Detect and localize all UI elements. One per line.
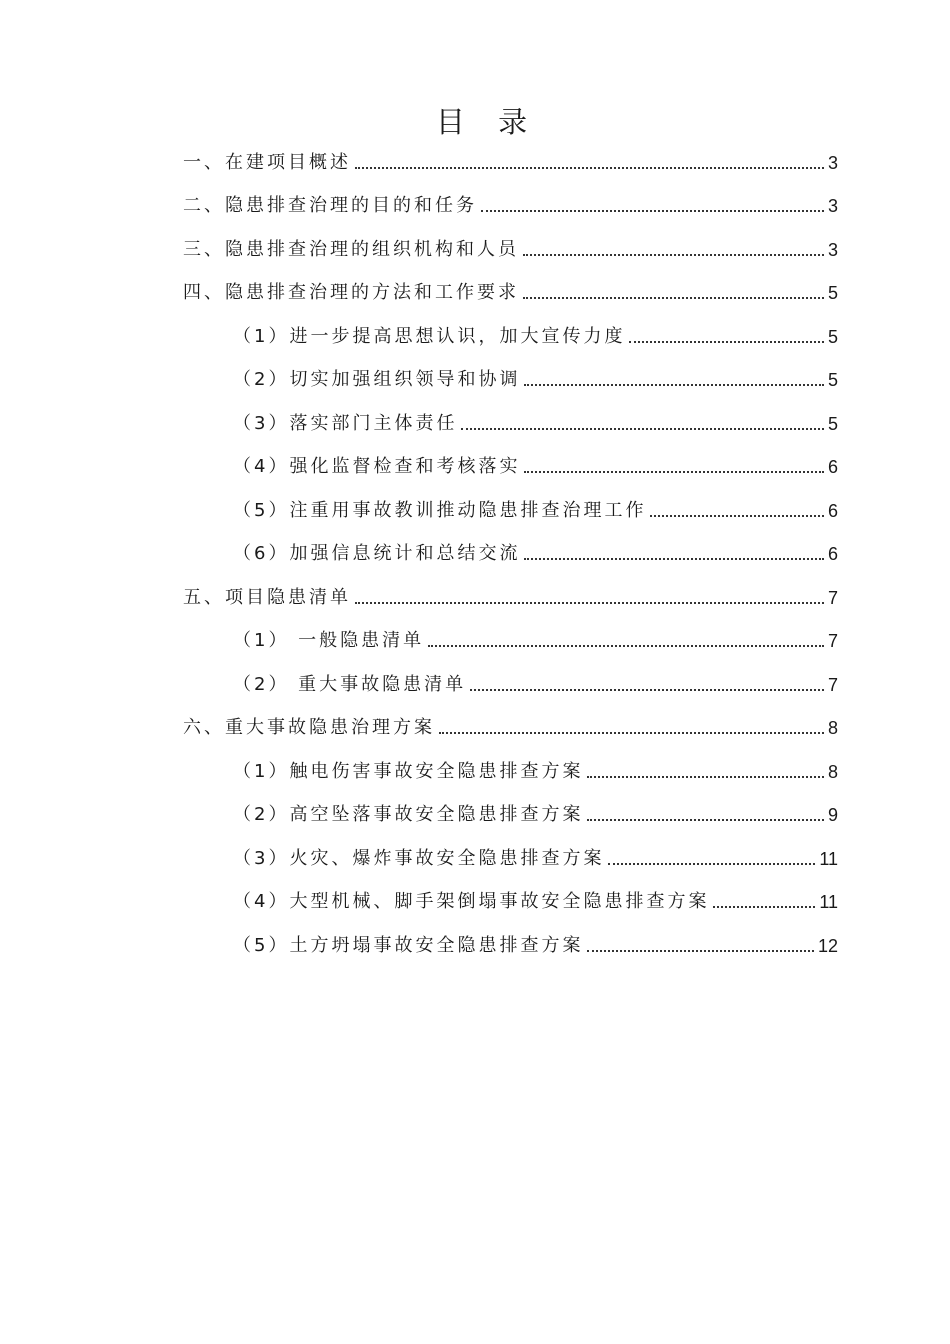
toc-leader-dots (523, 297, 824, 299)
toc-entry-page: 6 (827, 457, 838, 477)
toc-leader-dots (587, 950, 814, 952)
toc-entry[interactable] (233, 623, 838, 653)
toc-leader-dots (523, 254, 824, 256)
toc-entry-label: 四、隐患排查治理的方法和工作要求 (183, 282, 519, 303)
toc-entry[interactable] (183, 188, 838, 218)
toc-entry-label: 五、项目隐患清单 (183, 587, 351, 608)
toc-entry-label: （1）进一步提高思想认识，加大宣传力度 (233, 326, 626, 347)
toc-entry[interactable] (233, 362, 838, 392)
toc-entry-label: （2）高空坠落事故安全隐患排查方案 (233, 804, 584, 825)
toc-entry-page: 7 (827, 631, 838, 651)
toc-leader-dots (608, 863, 815, 865)
toc-leader-dots (461, 428, 824, 430)
toc-entry-page: 3 (827, 240, 838, 260)
toc-entry-label: （3）火灾、爆炸事故安全隐患排查方案 (233, 848, 605, 869)
toc-entry[interactable] (233, 884, 838, 914)
toc-entry[interactable] (183, 232, 838, 262)
toc-entry[interactable] (233, 928, 838, 958)
toc-entry-label: 一、在建项目概述 (183, 152, 351, 173)
toc-entry[interactable] (233, 797, 838, 827)
toc-entry[interactable] (233, 493, 838, 523)
toc-entry-label: （3）落实部门主体责任 (233, 413, 458, 434)
toc-entry-label: （4）强化监督检查和考核落实 (233, 456, 521, 477)
toc-entry-page: 8 (827, 718, 838, 738)
toc-leader-dots (481, 210, 824, 212)
toc-entry-label: 三、隐患排查治理的组织机构和人员 (183, 239, 519, 260)
toc-entry-label: （1） 一般隐患清单 (233, 630, 425, 651)
toc-entry-page: 3 (827, 153, 838, 173)
toc-entry-label: （5）土方坍塌事故安全隐患排查方案 (233, 935, 584, 956)
toc-entry[interactable] (233, 536, 838, 566)
toc-entry-label: 二、隐患排查治理的目的和任务 (183, 195, 477, 216)
toc-entry[interactable] (233, 667, 838, 697)
toc-leader-dots (524, 384, 824, 386)
toc-entry-page: 6 (827, 501, 838, 521)
toc-entry[interactable] (183, 275, 838, 305)
toc-entry-page: 8 (827, 762, 838, 782)
toc-entry-page: 12 (817, 936, 838, 956)
toc-entry-label: （4）大型机械、脚手架倒塌事故安全隐患排查方案 (233, 891, 710, 912)
toc-entry-label: （6）加强信息统计和总结交流 (233, 543, 521, 564)
toc-entry[interactable] (183, 710, 838, 740)
toc-entry-label: （2） 重大事故隐患清单 (233, 674, 467, 695)
toc-entry[interactable] (233, 841, 838, 871)
toc-leader-dots (355, 602, 824, 604)
toc-entry-page: 5 (827, 370, 838, 390)
toc-leader-dots (439, 732, 824, 734)
toc-leader-dots (650, 515, 824, 517)
toc-entry-page: 5 (827, 414, 838, 434)
toc-entry-page: 3 (827, 196, 838, 216)
toc-leader-dots (355, 167, 824, 169)
toc-leader-dots (470, 689, 824, 691)
toc-entry-page: 7 (827, 588, 838, 608)
toc-entry[interactable] (233, 754, 838, 784)
toc-leader-dots (524, 558, 824, 560)
toc-entry-page: 9 (827, 805, 838, 825)
toc-leader-dots (629, 341, 824, 343)
toc-entry[interactable] (233, 319, 838, 349)
toc-entry[interactable] (233, 449, 838, 479)
toc-leader-dots (713, 906, 815, 908)
toc-title: 目 录 (435, 105, 540, 139)
toc-entry-page: 5 (827, 327, 838, 347)
toc-leader-dots (587, 776, 824, 778)
toc-entry-page: 5 (827, 283, 838, 303)
toc-entry-page: 11 (819, 849, 838, 869)
toc-entry[interactable] (183, 145, 838, 175)
toc-entry[interactable] (183, 580, 838, 610)
toc-entry[interactable] (233, 406, 838, 436)
toc-leader-dots (524, 471, 824, 473)
toc-entry-label: （2）切实加强组织领导和协调 (233, 369, 521, 390)
toc-leader-dots (587, 819, 824, 821)
toc-entry-page: 11 (819, 892, 838, 912)
toc-entry-label: （5）注重用事故教训推动隐患排查治理工作 (233, 500, 647, 521)
toc-entry-label: （1）触电伤害事故安全隐患排查方案 (233, 761, 584, 782)
toc-entry-label: 六、重大事故隐患治理方案 (183, 717, 435, 738)
toc-entry-page: 7 (827, 675, 838, 695)
toc-leader-dots (428, 645, 824, 647)
toc-entry-page: 6 (827, 544, 838, 564)
